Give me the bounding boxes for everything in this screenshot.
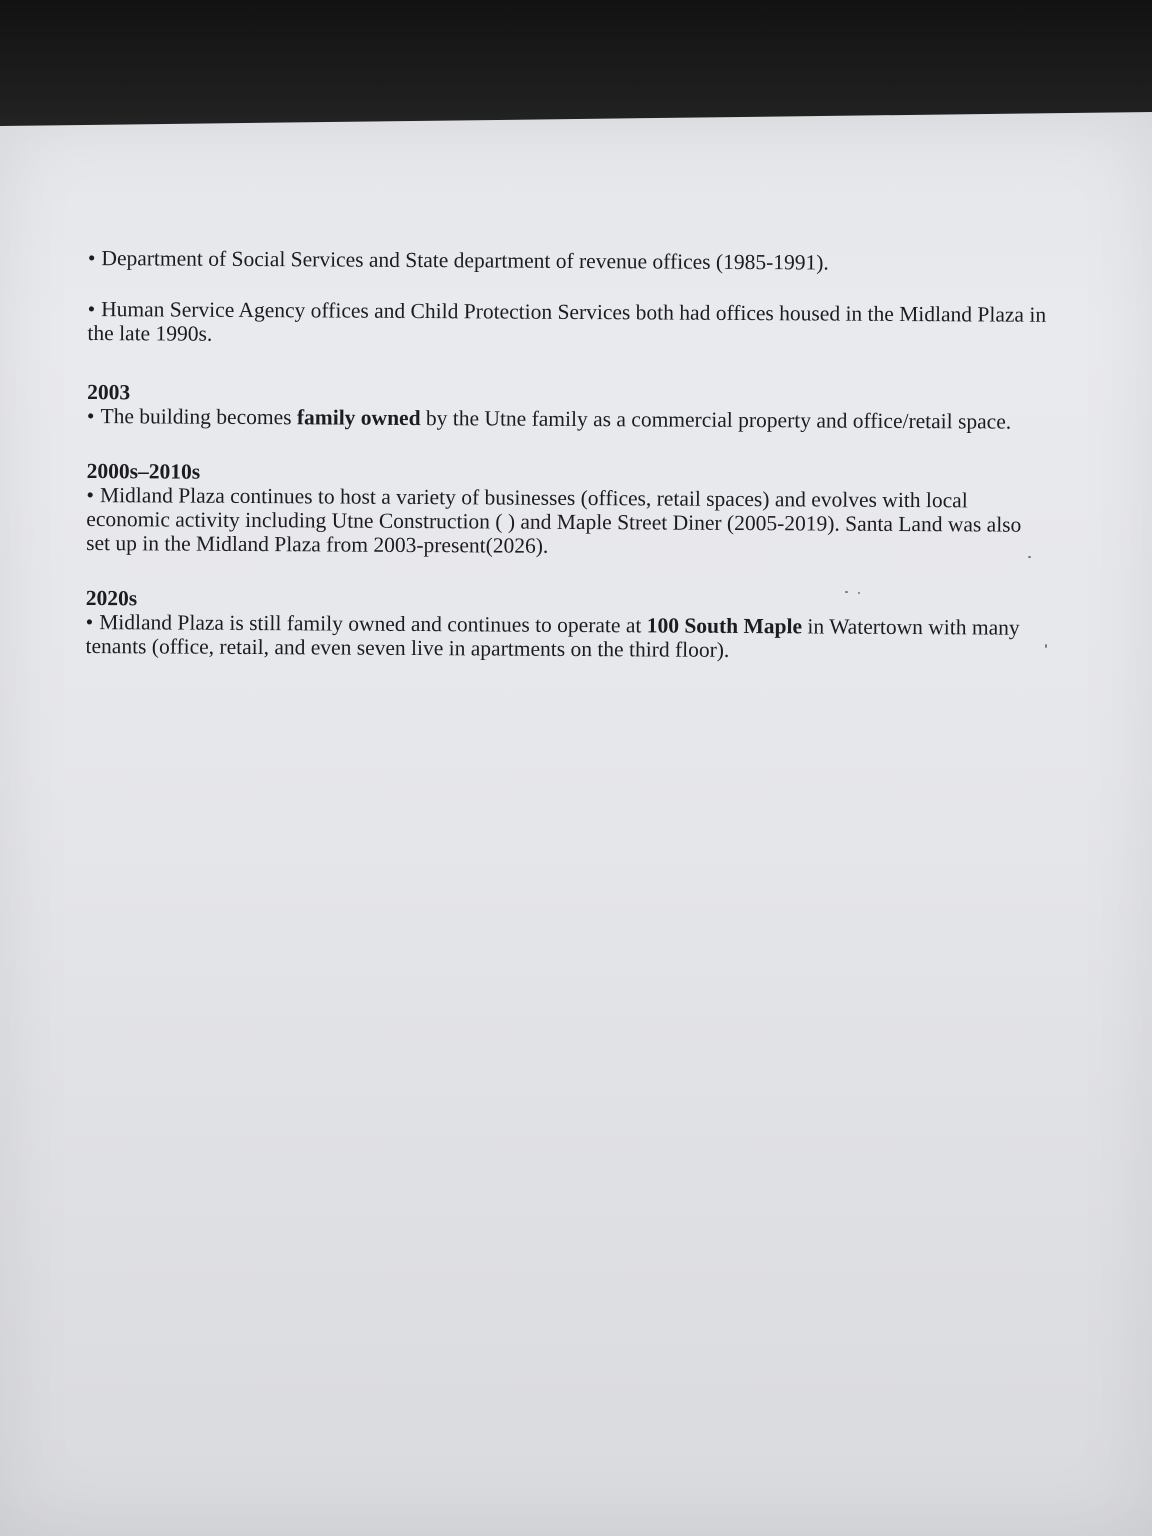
paper-speck bbox=[1045, 644, 1047, 648]
paper-speck bbox=[1028, 556, 1031, 558]
paper-speck bbox=[858, 592, 860, 594]
bullet-icon: • bbox=[87, 246, 96, 271]
section-paragraph bbox=[87, 404, 1047, 434]
bullet-icon: • bbox=[86, 403, 95, 429]
section-2000s-2010s bbox=[86, 459, 1047, 561]
paragraph-text: Department of Social Services and State department of revenue offices (1985-1991). bbox=[101, 246, 829, 275]
document-body bbox=[85, 246, 1048, 695]
paragraph-text: Midland Plaza continues to host a variety of businesses (offices, retail spaces) and evolves with local economic activity including Utne Construction ( ) and Maple Street Diner (2005-2019). Santa Land was also set up in the Midland Plaza from 2003-present(2026). bbox=[86, 483, 1022, 558]
section-2020s bbox=[85, 586, 1045, 664]
paragraph-text: Human Service Agency offices and Child Protection Services both had offices housed in the Midland Plaza in the late 1990s. bbox=[87, 297, 1047, 346]
bullet-icon: • bbox=[87, 296, 96, 322]
section-heading: 2000s–2010s bbox=[86, 458, 201, 484]
bullet-icon: • bbox=[86, 482, 95, 508]
section-paragraph bbox=[85, 610, 1045, 664]
section-paragraph bbox=[86, 483, 1046, 561]
section-2003 bbox=[87, 380, 1047, 434]
table-background bbox=[0, 0, 1152, 130]
bullet-paragraph-human-service bbox=[87, 297, 1047, 351]
section-heading: 2020s bbox=[85, 585, 138, 611]
emphasis-text: family owned bbox=[296, 405, 421, 431]
bullet-icon: • bbox=[85, 609, 94, 635]
emphasis-text: 100 South Maple bbox=[646, 613, 803, 639]
bullet-paragraph-social-services bbox=[88, 246, 1048, 276]
paragraph-text: in Watertown with many tenants (office, retail, and even seven live in apartments on the third floor). bbox=[85, 614, 1020, 662]
paper-speck bbox=[845, 591, 848, 593]
paragraph-text: The building becomes bbox=[100, 404, 298, 430]
paragraph-text: by the Utne family as a commercial property and office/retail space. bbox=[420, 406, 1012, 434]
paragraph-text: Midland Plaza is still family owned and continues to operate at bbox=[99, 610, 647, 638]
section-heading: 2003 bbox=[87, 379, 131, 405]
